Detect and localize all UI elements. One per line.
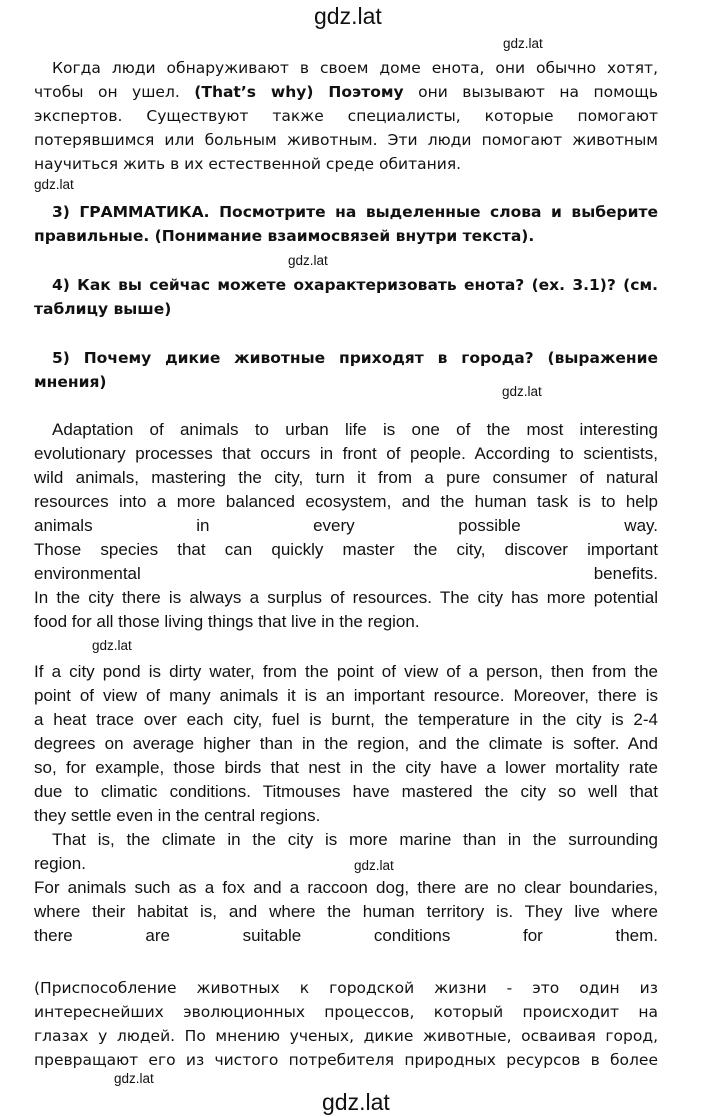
text-line: a heat trace over each city, fuel is burnt, the temperature in the city is 2-4 bbox=[34, 710, 658, 729]
text-line: глазах у людей. По мнению ученых, дикие животные, осваивая город, bbox=[34, 1027, 658, 1045]
task-line: 4) Как вы сейчас можете охарактеризовать енота? (ex. 3.1)? (см. bbox=[52, 276, 658, 294]
task-3 bbox=[34, 200, 658, 248]
english-paragraph-2 bbox=[34, 660, 658, 948]
text-line: animals in every possible way. bbox=[34, 516, 658, 535]
text-line: Adaptation of animals to urban life is one of the most interesting bbox=[52, 420, 658, 439]
text-line: научиться жить в их естественной среде обитания. bbox=[34, 155, 462, 173]
task-line: таблицу выше) bbox=[34, 300, 172, 318]
text-line: degrees on average higher than in the region, and the climate is softer. And bbox=[34, 734, 658, 753]
text-line: region. bbox=[34, 854, 86, 873]
text-line: they settle even in the central regions. bbox=[34, 806, 321, 825]
watermark: gdz.lat bbox=[502, 384, 542, 399]
text-line: чтобы он ушел. (That’s why) Поэтому они вызывают на помощь bbox=[34, 83, 658, 101]
watermark: gdz.lat bbox=[114, 1071, 154, 1086]
text-line: Когда люди обнаруживают в своем доме енота, они обычно хотят, bbox=[52, 59, 658, 77]
task-line: 3) ГРАММАТИКА. Посмотрите на выделенные слова и выберите bbox=[52, 203, 658, 221]
text-line: Those species that can quickly master the city, discover important bbox=[34, 540, 658, 559]
watermark: gdz.lat bbox=[503, 36, 543, 51]
watermark: gdz.lat bbox=[34, 177, 74, 192]
text-line: (Приспособление животных к городской жизни - это один из bbox=[34, 979, 658, 997]
english-paragraph-1 bbox=[34, 418, 658, 634]
text-line: потерявшимся или больным животным. Эти люди помогают животным bbox=[34, 131, 658, 149]
text-line: If a city pond is dirty water, from the point of view of a person, then from the bbox=[34, 662, 658, 681]
translation-paragraph bbox=[34, 976, 658, 1072]
watermark-top: gdz.lat bbox=[314, 3, 382, 29]
text-line: due to climatic conditions. Titmouses have mastered the city so well that bbox=[34, 782, 658, 801]
intro-paragraph bbox=[34, 56, 658, 176]
task-4 bbox=[34, 273, 658, 321]
watermark-bottom: gdz.lat bbox=[322, 1089, 390, 1115]
text-line: so, for example, those birds that nest in the city have a lower mortality rate bbox=[34, 758, 658, 777]
text-line: That is, the climate in the city is more marine than in the surrounding bbox=[52, 830, 658, 849]
text-line: evolutionary processes that occurs in front of people. According to scientists, bbox=[34, 444, 658, 463]
text-line: where their habitat is, and where the human territory is. They live where bbox=[34, 902, 658, 921]
task-line: правильные. (Понимание взаимосвязей внутри текста). bbox=[34, 227, 535, 245]
task-line: мнения) bbox=[34, 373, 107, 391]
text-line: environmental benefits. bbox=[34, 564, 658, 583]
text-line: экспертов. Существуют также специалисты, которые помогают bbox=[34, 107, 658, 125]
text-line: For animals such as a fox and a raccoon dog, there are no clear boundaries, bbox=[34, 878, 658, 897]
text-line: превращают его из чистого потребителя природных ресурсов в более bbox=[34, 1051, 658, 1069]
text-line: food for all those living things that live in the region. bbox=[34, 612, 420, 631]
text-line: интереснейших эволюционных процессов, который происходит на bbox=[34, 1003, 658, 1021]
text-line: wild animals, mastering the city, turn it from a pure consumer of natural bbox=[34, 468, 658, 487]
text-line: resources into a more balanced ecosystem, and the human task is to help bbox=[34, 492, 658, 511]
text-line: point of view of many animals it is an important resource. Moreover, there is bbox=[34, 686, 658, 705]
watermark: gdz.lat bbox=[288, 253, 328, 268]
watermark: gdz.lat bbox=[92, 638, 132, 653]
watermark: gdz.lat bbox=[354, 858, 394, 873]
task-5 bbox=[34, 346, 658, 394]
text-line: In the city there is always a surplus of resources. The city has more potential bbox=[34, 588, 658, 607]
task-line: 5) Почему дикие животные приходят в города? (выражение bbox=[52, 349, 658, 367]
text-line: there are suitable conditions for them. bbox=[34, 926, 658, 945]
